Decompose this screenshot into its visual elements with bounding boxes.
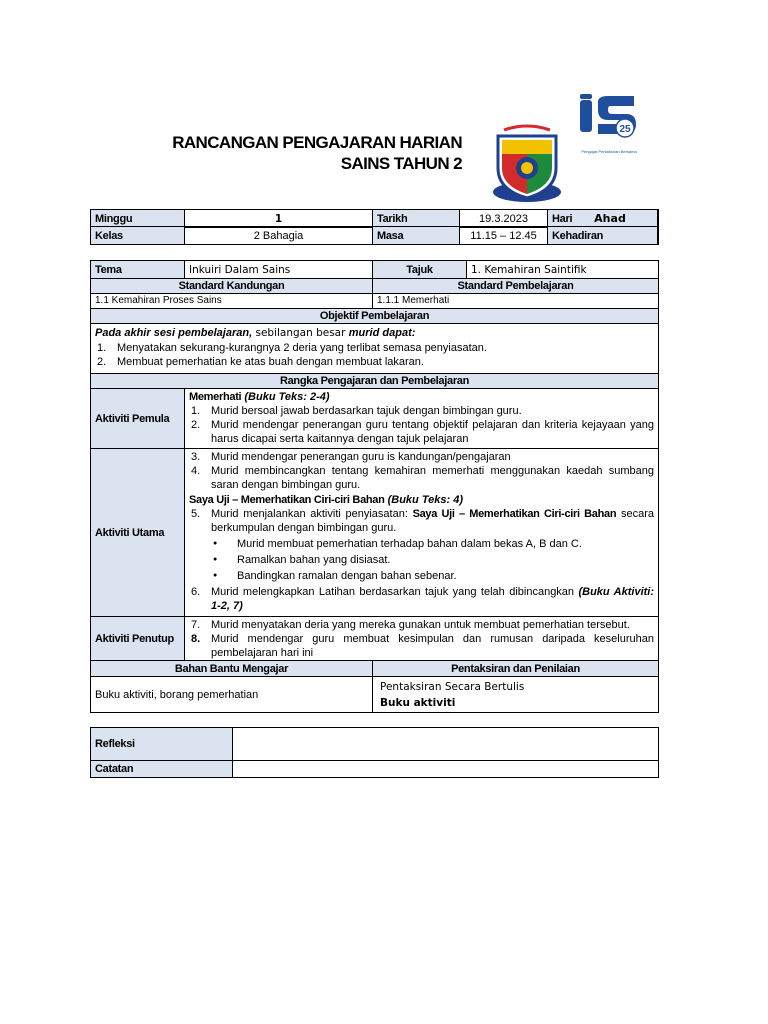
utama-bullet: ● Bandingkan ramalan dengan bahan sebenar. bbox=[189, 568, 654, 584]
standard-kandungan-header: Standard Kandungan bbox=[91, 279, 373, 294]
utama-item: 4. Murid membincangkan tentang kemahiran memerhati menggunakan kaedah sumbang saran dengan bimbingan guru. bbox=[191, 465, 654, 491]
standard-pembelajaran-value: 1.1.1 Memerhati bbox=[373, 294, 659, 309]
objektif-intro-a: Pada akhir sesi pembelajaran, bbox=[95, 327, 253, 339]
utama-item-5: 5. Murid menjalankan aktiviti penyiasatan: Saya Uji – Memerhatikan Ciri-ciri Bahan secara berkumpulan dengan bimbingan guru. bbox=[191, 508, 655, 534]
bbm-header: Bahan Bantu Mengajar bbox=[91, 661, 373, 677]
objektif-list bbox=[95, 341, 654, 369]
pemula-heading: Memerhati bbox=[189, 391, 242, 403]
document-title bbox=[150, 132, 462, 174]
penutup-item: 8. Murid mendengar guru membuat kesimpulan dan rumusan daripada keseluruhan pembelajaran hari ini bbox=[191, 633, 654, 659]
aktiviti-penutup-label: Aktiviti Penutup bbox=[91, 617, 185, 661]
bbm-value: Buku aktiviti, borang pemerhatian bbox=[91, 677, 373, 713]
objektif-intro-c: murid dapat: bbox=[348, 327, 416, 339]
tarikh-value: 19.3.2023 bbox=[460, 210, 548, 228]
utama-list-c bbox=[189, 585, 654, 613]
refleksi-label: Refleksi bbox=[91, 728, 233, 761]
tema-label: Tema bbox=[91, 261, 185, 279]
pentaksiran-value bbox=[373, 677, 659, 713]
utama-item-6: 6. Murid melengkapkan Latihan berdasarkan tajuk yang telah dibincangkan (Buku Aktiviti: 1-2, 7) bbox=[191, 586, 655, 612]
tajuk-value: 1. Kemahiran Saintifik bbox=[467, 261, 659, 279]
tarikh-label: Tarikh bbox=[373, 210, 460, 228]
minggu-label: Minggu bbox=[91, 210, 185, 228]
logo-caption: Pengajar Pentaksiran Bersama bbox=[581, 149, 637, 154]
utama-bullet-list bbox=[189, 536, 654, 584]
catatan-label: Catatan bbox=[91, 761, 233, 778]
utama-sub-heading: Saya Uji – Memerhatikan Ciri-ciri Bahan bbox=[189, 494, 385, 506]
utama-item: 3. Murid mendengar penerangan guru is kandungan/pengajaran bbox=[191, 451, 511, 463]
standard-pembelajaran-header: Standard Pembelajaran bbox=[373, 279, 659, 294]
rangka-header: Rangka Pengajaran dan Pembelajaran bbox=[91, 374, 659, 389]
minggu-value: 1 bbox=[185, 210, 373, 228]
tema-value: Inkuiri Dalam Sains bbox=[185, 261, 373, 279]
objektif-item: 1. Menyatakan sekurang-kurangnya 2 deria yang terlibat semasa penyiasatan. bbox=[97, 342, 487, 354]
aktiviti-pemula-label: Aktiviti Pemula bbox=[91, 389, 185, 449]
pemula-item: 1. Murid bersoal jawab berdasarkan tajuk dengan bimbingan guru. bbox=[191, 405, 522, 417]
pentaksiran-line-1: Pentaksiran Secara Bertulis bbox=[380, 680, 525, 693]
lesson-table bbox=[90, 260, 659, 713]
aktiviti-utama-content bbox=[185, 449, 659, 617]
aktiviti-utama-label: Aktiviti Utama bbox=[91, 449, 185, 617]
utama-list-b bbox=[189, 507, 654, 535]
aktiviti-pemula-content bbox=[185, 389, 659, 449]
utama-bullet: ● Murid membuat pemerhatian terhadap bahan dalam bekas A, B dan C. bbox=[189, 536, 654, 552]
utama-bullet: ● Ramalkan bahan yang disiasat. bbox=[189, 552, 654, 568]
penutup-list bbox=[189, 618, 654, 660]
masa-value: 11.15 – 12.45 bbox=[460, 227, 548, 245]
school-crest-logo bbox=[488, 124, 566, 206]
standard-kandungan-value: 1.1 Kemahiran Proses Sains bbox=[91, 294, 373, 309]
objektif-header: Objektif Pembelajaran bbox=[91, 309, 659, 324]
pemula-ref: (Buku Teks: 2-4) bbox=[244, 391, 330, 403]
title-line-2: SAINS TAHUN 2 bbox=[340, 154, 462, 173]
refleksi-value bbox=[233, 728, 659, 761]
objektif-content bbox=[91, 324, 659, 374]
utama-sub-ref: (Buku Teks: 4) bbox=[387, 494, 463, 506]
kehadiran-label: Kehadiran bbox=[548, 227, 659, 245]
pentaksiran-line-2: Buku aktiviti bbox=[380, 696, 456, 709]
refleksi-table bbox=[90, 727, 659, 778]
kelas-label: Kelas bbox=[91, 227, 185, 245]
hari-label: Hari bbox=[548, 210, 659, 228]
aktiviti-penutup-content bbox=[185, 617, 659, 661]
hari-value: Ahad bbox=[563, 209, 658, 227]
utama-list-a bbox=[189, 450, 654, 492]
catatan-value bbox=[233, 761, 659, 778]
masa-label: Masa bbox=[373, 227, 460, 245]
tajuk-label: Tajuk bbox=[373, 261, 467, 279]
objektif-item: 2. Membuat pemerhatian ke atas buah dengan membuat lakaran. bbox=[97, 356, 424, 368]
logo-number: 25 bbox=[619, 124, 631, 135]
is25-logo bbox=[578, 94, 640, 160]
pentaksiran-header: Pentaksiran dan Penilaian bbox=[373, 661, 659, 677]
penutup-item: 7. Murid menyatakan deria yang mereka gunakan untuk membuat pemerhatian tersebut. bbox=[191, 619, 630, 631]
pemula-item: 2. Murid mendengar penerangan guru tentang objektif pelajaran dan kriteria kejayaan yang harus dicapai serta kaitannya dengan tajuk pelajaran bbox=[191, 419, 654, 445]
objektif-intro-b: sebilangan besar bbox=[252, 327, 349, 339]
kehadiran-value bbox=[563, 226, 658, 245]
kelas-value: 2 Bahagia bbox=[185, 227, 373, 245]
pemula-list bbox=[189, 404, 654, 446]
title-line-1: RANCANGAN PENGAJARAN HARIAN bbox=[172, 133, 462, 152]
